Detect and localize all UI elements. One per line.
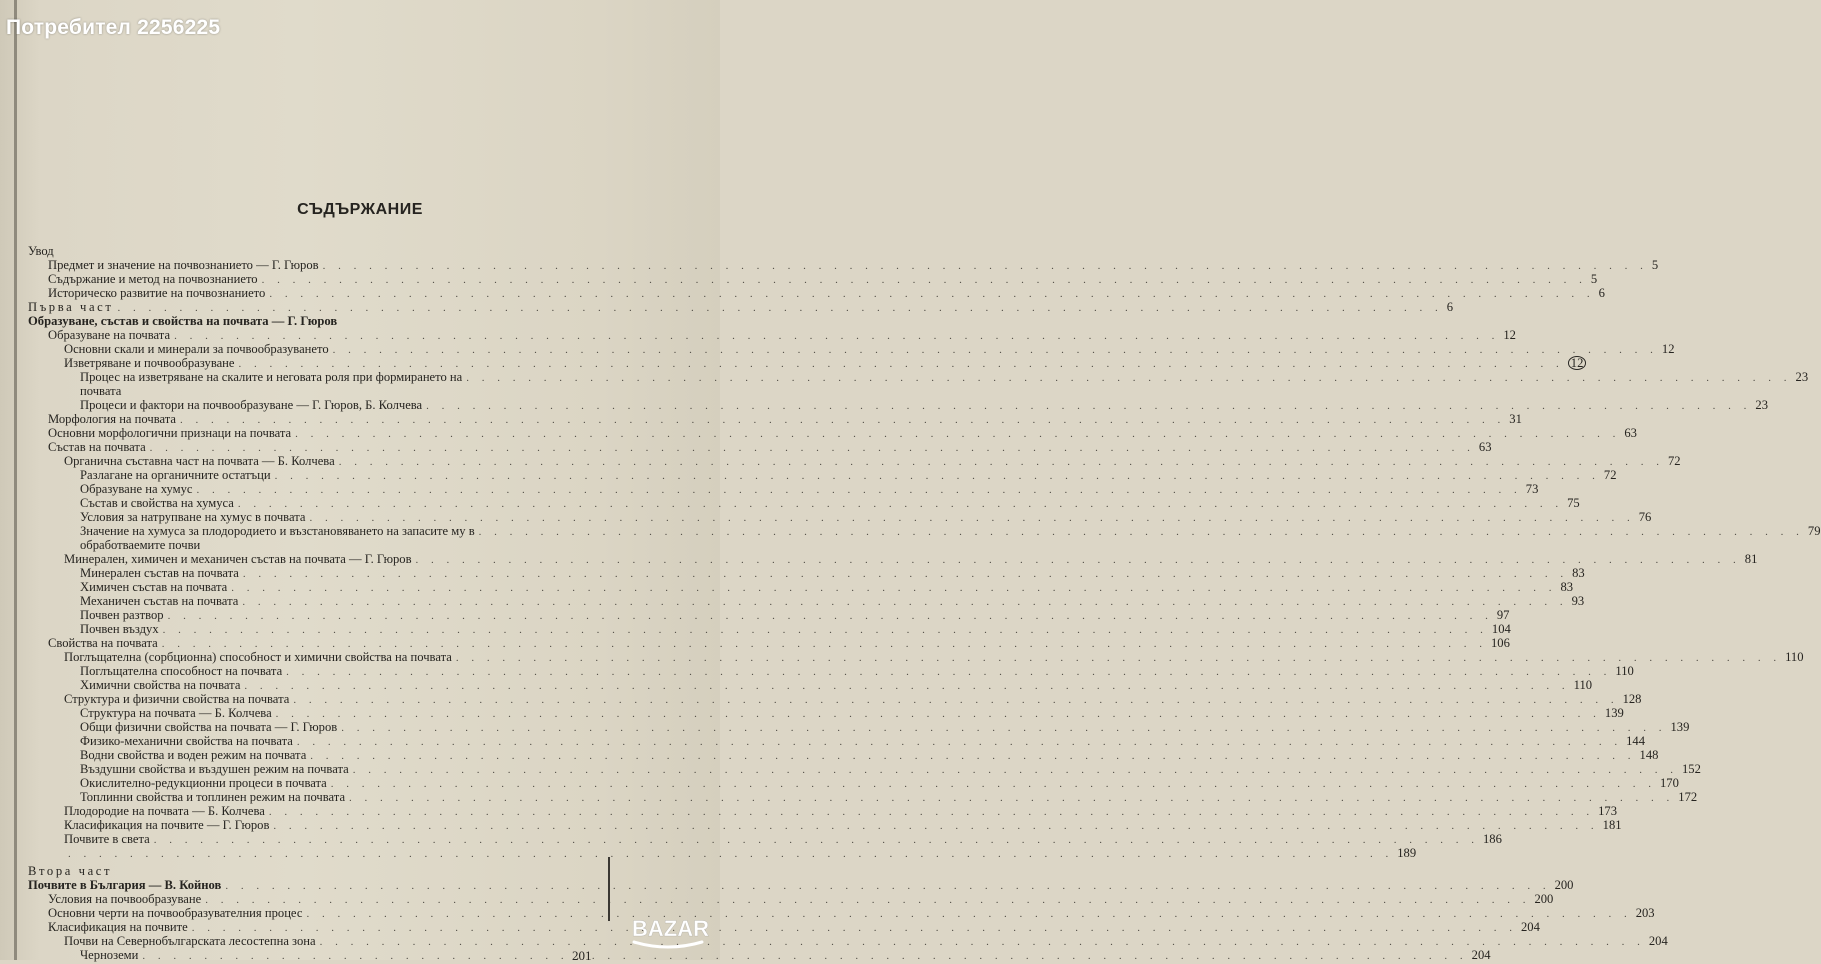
toc-page-number: 203 [1635, 906, 1655, 920]
toc-leader-dots [310, 749, 1635, 763]
toc-entry [80, 468, 1617, 482]
toc-leader-dots [162, 637, 1487, 651]
toc-page-number: 12 [1661, 342, 1675, 356]
toc-entry-title: Основни черти на почвообразувателния процес [48, 906, 303, 920]
toc-entry-title: Плодородие на почвата — Б. Колчева [64, 804, 265, 818]
logo-wordmark: BAZAR [632, 916, 709, 941]
toc-entry [64, 832, 1502, 846]
toc-entry-title: Разлагане на органичните остатъци [80, 468, 271, 482]
toc-leader-dots [273, 819, 1598, 833]
toc-page-number: 204 [1471, 948, 1491, 962]
toc-leader-dots [306, 907, 1631, 921]
toc-entry [80, 748, 1659, 762]
toc-entry-title: Основни скали и минерали за почвообразуването [64, 342, 329, 356]
toc-page-number: 144 [1626, 734, 1645, 748]
toc-entry-title: Механичен състав на почвата [80, 594, 239, 608]
toc-leader-dots [456, 651, 1781, 665]
toc-page-number: 170 [1660, 776, 1679, 790]
toc-entry [80, 482, 1539, 496]
toc-entry [48, 440, 1492, 454]
toc-entry [80, 384, 640, 398]
toc-leader-dots [416, 553, 1741, 567]
toc-page-number: 63 [1624, 426, 1637, 440]
toc-entry [64, 552, 1758, 566]
toc-leader-dots [225, 879, 1550, 893]
toc-entry [48, 426, 1637, 440]
toc-leader-dots [339, 455, 1664, 469]
toc-entry [48, 272, 1598, 286]
toc-entry [80, 734, 1645, 748]
toc-entry-title: Образуване на хумус [80, 482, 193, 496]
toc-page-number: 110 [1615, 664, 1634, 678]
toc-leader-dots [244, 679, 1569, 693]
toc-page-number: 204 [1521, 920, 1540, 934]
toc-entry [80, 706, 1624, 720]
toc-leader-dots [323, 259, 1648, 273]
toc-entry [64, 934, 1668, 948]
toc-entry-title: Въздушни свойства и въздушен режим на почвата [80, 762, 349, 776]
toc-page-number: 173 [1598, 804, 1617, 818]
toc-entry-title: Почвен въздух [80, 622, 159, 636]
toc-page-number: 23 [1795, 370, 1809, 384]
toc-leader-dots [239, 357, 1564, 371]
toc-leader-dots [295, 427, 1620, 441]
toc-entry [80, 524, 1821, 538]
toc-page-number: 5 [1651, 258, 1659, 272]
toc-entry-title: Общи физични свойства на почвата — Г. Гюров [80, 720, 338, 734]
toc-entry [64, 804, 1617, 818]
toc-page-number: 200 [1554, 878, 1574, 892]
toc-entry [80, 762, 1701, 776]
toc-leader-dots [68, 847, 1393, 861]
toc-page-number: 110 [1573, 678, 1593, 692]
toc-entry-title: Изветряване и почвообразуване [64, 356, 235, 370]
toc-entry-title: Условия за натрупване на хумус в почвата [80, 510, 306, 524]
toc-entry [28, 300, 1453, 314]
toc-entry [64, 692, 1642, 706]
toc-leader-dots [117, 301, 1442, 315]
toc-entry [48, 328, 1516, 342]
toc-leader-dots [231, 581, 1556, 595]
toc-page-number: 6 [1598, 286, 1605, 300]
toc-leader-dots [275, 469, 1600, 483]
toc-entry [48, 286, 1605, 300]
book-spine-line [14, 0, 17, 960]
toc-leader-dots [205, 893, 1530, 907]
toc-leader-dots [349, 791, 1674, 805]
toc-entry [64, 650, 1804, 664]
toc-leader-dots [341, 721, 1666, 735]
toc-page-number: 186 [1482, 832, 1502, 846]
toc-entry [48, 892, 1554, 906]
toc-page-number: 5 [1590, 272, 1598, 286]
toc-page-number: 93 [1571, 594, 1585, 608]
toc-leader-dots [353, 763, 1678, 777]
toc-leader-dots [262, 273, 1587, 287]
toc-page-number: 139 [1604, 706, 1624, 720]
toc-leader-dots [286, 665, 1611, 679]
toc-entry-title: Втора част [28, 864, 113, 878]
toc-entry-title: Състав на почвата [48, 440, 146, 454]
toc-entry-title: обработваемите почви [80, 538, 201, 552]
toc-leader-dots [331, 777, 1656, 791]
toc-entry [48, 636, 1510, 650]
toc-entry-title: Почвите в България — В. Койнов [28, 878, 222, 892]
toc-entry-title: Почви на Севернобългарската лесостепна зона [64, 934, 316, 948]
toc-entry [80, 580, 1574, 594]
toc-page-number: 128 [1622, 692, 1642, 706]
toc-leader-dots [168, 609, 1493, 623]
toc-entry-title: Предмет и значение на почвознанието — Г. Гюров [48, 258, 319, 272]
toc-leader-dots [320, 935, 1645, 949]
toc-entry-title: Морфология на почвата [48, 412, 177, 426]
page-title: СЪДЪРЖАНИЕ [297, 201, 423, 218]
toc-leader-dots [142, 949, 1467, 963]
toc-page-number: 83 [1572, 566, 1585, 580]
toc-entry-title: Съдържание и метод на почвознанието [48, 272, 258, 286]
toc-entry-title: Класификация на почвите — Г. Гюров [64, 818, 270, 832]
toc-page-number: 75 [1567, 496, 1580, 510]
toc-page-number: 23 [1755, 398, 1768, 412]
toc-page-number: 139 [1670, 720, 1690, 734]
toc-page-number: 72 [1667, 454, 1681, 468]
toc-entry-title: Условия на почвообразуване [48, 892, 202, 906]
toc-page-number: 148 [1639, 748, 1659, 762]
toc-entry [28, 244, 640, 258]
toc-entry-title: Историческо развитие на почвознанието [48, 286, 266, 300]
toc-entry [80, 678, 1593, 692]
toc-entry-title: Минерален състав на почвата [80, 566, 239, 580]
toc-entry-title: Топлинни свойства и топлинен режим на почвата [80, 790, 346, 804]
bazar-logo [628, 912, 708, 954]
toc-entry-title: Процеси и фактори на почвообразуване — Г. Гюров, Б. Колчева [80, 398, 423, 412]
toc-entry [80, 594, 1585, 608]
toc-leader-dots [293, 693, 1618, 707]
toc-entry-title: Поглъщателна способност на почвата [80, 664, 283, 678]
toc-page-number: 189 [1397, 846, 1417, 860]
toc-entry [80, 608, 1510, 622]
toc-entry-title: Първа част [28, 300, 114, 314]
toc-leader-dots [242, 595, 1567, 609]
toc-entry-title: Черноземи [80, 948, 139, 962]
toc-page-number: 6 [1446, 300, 1453, 314]
toc-entry [64, 454, 1681, 468]
toc-page-number: 72 [1603, 468, 1617, 482]
toc-page-number: 73 [1525, 482, 1539, 496]
toc-entry-title: Класификация на почвите [48, 920, 188, 934]
toc-entry [80, 566, 1585, 580]
toc-entry-title: Органична съставна част на почвата — Б. Колчева [64, 454, 335, 468]
toc-entry-title: Химичен състав на почвата [80, 580, 228, 594]
toc-leader-dots [243, 567, 1568, 581]
toc-leader-dots [426, 399, 1751, 413]
toc-page-number: 110 [1785, 650, 1804, 664]
toc-entry-title: Химични свойства на почвата [80, 678, 241, 692]
toc-entry [80, 510, 1652, 524]
toc-entry-title: Основни морфологични признаци на почвата [48, 426, 292, 440]
toc-entry-title: Състав и свойства на хумуса [80, 496, 234, 510]
toc-entry-title: Образуване на почвата [48, 328, 171, 342]
toc-page-number: 97 [1496, 608, 1510, 622]
toc-page-number: 172 [1678, 790, 1698, 804]
toc-entry [48, 412, 1522, 426]
toc-page-number: 12 [1503, 328, 1516, 342]
toc-leader-dots [269, 805, 1594, 819]
toc-page-number: 181 [1602, 818, 1622, 832]
toc-entry [80, 622, 1511, 636]
toc-page-number: 200 [1534, 892, 1554, 906]
toc-entry [64, 356, 1584, 370]
toc-entry [64, 818, 1622, 832]
toc-entry [80, 398, 1768, 412]
toc-page-number: 76 [1638, 510, 1652, 524]
toc-entry-title: Процес на изветряване на скалите и неговата роля при формирането на [80, 370, 463, 384]
toc-entry [28, 314, 640, 328]
toc-entry [80, 790, 1698, 804]
toc-page-number: 106 [1490, 636, 1510, 650]
seller-watermark: Потребител 2256225 [6, 16, 221, 39]
toc-entry [48, 906, 1655, 920]
toc-page-number: 83 [1560, 580, 1574, 594]
toc-entry [80, 948, 1491, 962]
toc-leader-dots [238, 497, 1563, 511]
toc-entry [28, 878, 1574, 892]
toc-leader-dots [163, 623, 1488, 637]
toc-page-number: 63 [1478, 440, 1492, 454]
toc-leader-dots [180, 413, 1505, 427]
page-number: 201 [572, 948, 592, 963]
toc-page-number: 81 [1744, 552, 1758, 566]
toc-entry-title: Минерален, химичен и механичен състав на почвата — Г. Гюров [64, 552, 412, 566]
toc-entry-title: Почвен разтвор [80, 608, 164, 622]
toc-leader-dots [297, 735, 1622, 749]
toc-entry-title: Образуване, състав и свойства на почвата — Г. Гюров [28, 314, 338, 328]
toc-entry [80, 538, 640, 552]
toc-leader-dots [309, 511, 1634, 525]
toc-entry-title: Значение на хумуса за плодородието и възстановяването на запасите му в [80, 524, 475, 538]
toc-entry [28, 864, 640, 878]
toc-leader-dots [479, 525, 1804, 539]
toc-entry-title: Структура на почвата — Б. Колчева [80, 706, 272, 720]
toc-page-number: 31 [1509, 412, 1522, 426]
toc-leader-dots [197, 483, 1522, 497]
toc-leader-dots [192, 921, 1517, 935]
toc-page-number: 204 [1648, 934, 1668, 948]
toc-entry-title: Увод [28, 244, 54, 258]
toc-entry [80, 496, 1580, 510]
toc-page-number: 12 [1568, 356, 1587, 370]
toc-leader-dots [154, 833, 1479, 847]
toc-entry-title: Водни свойства и воден режим на почвата [80, 748, 307, 762]
toc-leader-dots [174, 329, 1499, 343]
toc-leader-dots [333, 343, 1658, 357]
toc-entry [80, 370, 1809, 384]
margin-pen-mark [608, 857, 610, 921]
toc-entry [80, 664, 1634, 678]
toc-leader-dots [276, 707, 1601, 721]
toc-entry [48, 258, 1659, 272]
toc-entry-title: Поглъщателна (сорбционна) способност и химични свойства на почвата [64, 650, 452, 664]
toc-page-number: 152 [1681, 762, 1701, 776]
toc-entry-title: Почвите в света [64, 832, 150, 846]
toc-entry [64, 342, 1675, 356]
logo-smile-icon [634, 942, 702, 947]
toc-entry [80, 720, 1690, 734]
toc-leader-dots [150, 441, 1475, 455]
toc-entry [80, 776, 1679, 790]
toc-page-number: 104 [1491, 622, 1511, 636]
toc-leader-dots [466, 371, 1791, 385]
toc-entry [64, 846, 1417, 860]
toc-entry-title: Свойства на почвата [48, 636, 158, 650]
toc-entry-title: Физико-механични свойства на почвата [80, 734, 293, 748]
toc-entry-title: Структура и физични свойства на почвата [64, 692, 290, 706]
toc-leader-dots [269, 287, 1594, 301]
toc-page-number: 79 [1807, 524, 1821, 538]
toc-entry-title: Окислително-редукционни процеси в почвата [80, 776, 327, 790]
toc-entry-title: почвата [80, 384, 122, 398]
